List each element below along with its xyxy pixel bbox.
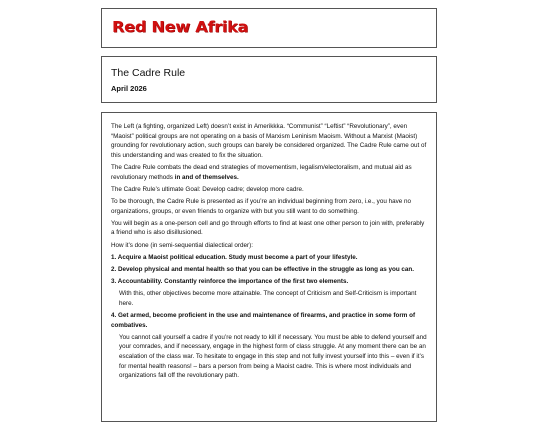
site-header bbox=[101, 8, 437, 48]
step-2: 2. Develop physical and mental health so that you can be effective in the struggle as long as you can. bbox=[111, 265, 415, 273]
article-header bbox=[101, 56, 437, 103]
intro-paragraph: The Left (a fighting, organized Left) doesn’t exist in Amerikkka. “Communist” “Leftist” “Revolutionary”, even “Maoist” political groups are not operating on a basis of Marxism Leninism Maoism. Without a Marxist (Maoist) grounding for revolutionary action, such groups can barely be considered organized. The Cadre Rule came out of this understanding and was created to fix the situation. bbox=[111, 123, 427, 159]
step-4: 4. Get armed, become proficient in the use and maintenance of firearms, and practice in some form of combatives. bbox=[111, 312, 416, 329]
begin-paragraph: You will begin as a one-person cell and go through efforts to find at least one other person to join with, preferably a friend who is also disillusioned. bbox=[111, 219, 425, 237]
article-title: The Cadre Rule bbox=[111, 67, 186, 79]
step-3-note: With this, other objectives become more attainable. The concept of Criticism and Self-Criticism is important here. bbox=[119, 290, 417, 307]
thorough-paragraph: To be thorough, the Cadre Rule is presented as if you’re an individual beginning from zero, i.e., you have no organizations, groups, or even friends to organize with but you still want to do something. bbox=[111, 197, 411, 215]
site-logo[interactable]: Red New Afrika bbox=[112, 18, 249, 36]
goal-paragraph: The Cadre Rule’s ultimate Goal: Develop cadre; develop more cadre. bbox=[111, 185, 304, 193]
how-paragraph: How it’s done (in semi-sequential dialectical order): bbox=[111, 241, 253, 249]
step-4-note: You cannot call yourself a cadre if you’re not ready to kill if necessary. You must be able to defend yourself and your comrades, and if necessary, engage in the highest form of class struggle. At any moment there can be an escalation of the class war. To hesitate to engage in this step and not fully invest yourself into this – even if it’s for mental health reasons! – bars a person from being a Maoist cadre. This is where most individuals and organizations fall off the revolutionary path. bbox=[119, 333, 427, 380]
article-date: April 2026 bbox=[111, 84, 147, 93]
combats-paragraph bbox=[111, 163, 429, 182]
combats-bold-text: in and of themselves. bbox=[174, 173, 239, 181]
step-1: 1. Acquire a Maoist political education. Study must become a part of your lifestyle. bbox=[111, 253, 358, 261]
article-content bbox=[111, 122, 429, 383]
combats-text: The Cadre Rule combats the dead end strategies of movementism, legalism/electoralism, and mutual aid as revolutionary methods bbox=[111, 163, 412, 181]
article-body bbox=[101, 112, 437, 422]
step-3: 3. Accountability. Constantly reinforce the importance of the first two elements. bbox=[111, 278, 349, 286]
